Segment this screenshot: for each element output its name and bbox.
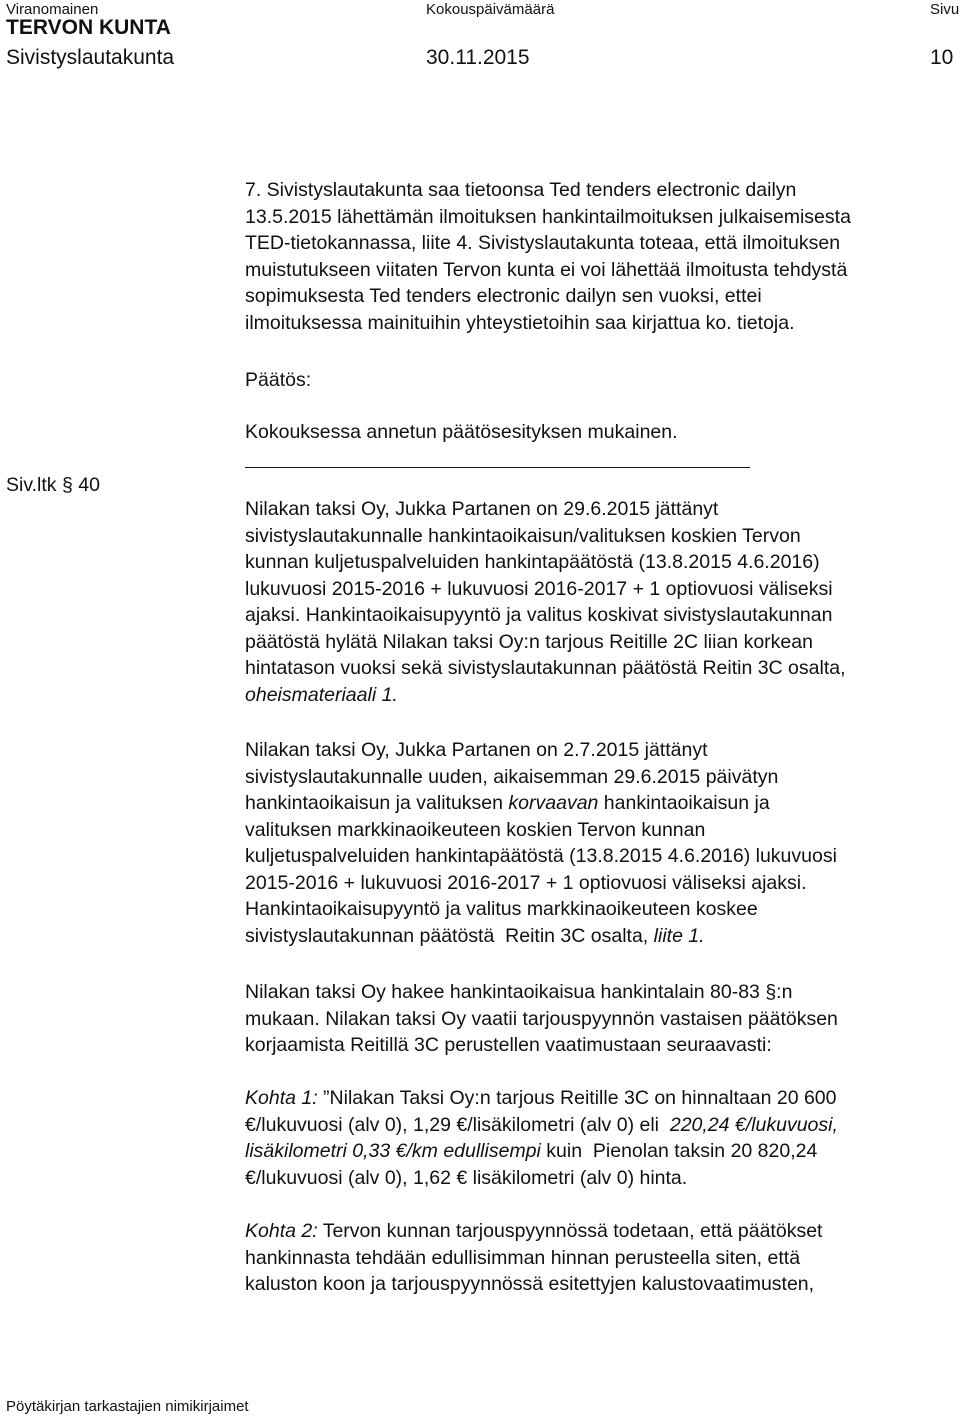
attachment-reference: oheismateriaali 1. — [245, 683, 398, 706]
text-line: 7. Sivistyslautakunta saa tietoonsa Ted tenders electronic dailyn — [245, 179, 797, 201]
header-label-page: Sivu — [930, 1, 960, 18]
text-segment: Tervon kunnan tarjouspyynnössä todetaan, että päätökset — [317, 1220, 823, 1242]
decision-label: Päätös: — [245, 369, 312, 391]
text-line — [245, 923, 837, 950]
appeal-paragraph-2 — [245, 737, 837, 949]
text-segment: hankintaoikaisun ja valituksen — [245, 792, 509, 814]
text-line — [245, 1138, 838, 1165]
text-segment: €/lukuvuosi (alv 0), 1,29 €/lisäkilometri (alv 0) eli — [245, 1113, 670, 1136]
emphasis-text: 220,24 €/lukuvuosi, — [669, 1113, 838, 1136]
section-ref-number: 40 — [78, 474, 100, 496]
point-1-paragraph — [245, 1085, 838, 1191]
point-2-paragraph — [245, 1218, 822, 1298]
text-segment: sivistyslautakunnan päätöstä Reitin 3C osalta, — [245, 924, 654, 947]
header-meeting-date: 30.11.2015 — [426, 46, 530, 69]
text-line — [245, 1085, 838, 1112]
text-line: Nilakan taksi Oy hakee hankintaoikaisua hankintalain 80-83 §:n — [245, 981, 793, 1003]
header-committee-name: Sivistyslautakunta — [6, 46, 175, 69]
header-page-number: 10 — [930, 46, 954, 69]
appeal-paragraph-1 — [245, 496, 846, 708]
text-line: hintatason vuoksi sekä sivistyslautakunnan päätöstä Reitin 3C osalta, — [245, 657, 846, 679]
header-org-name: TERVON KUNTA — [6, 16, 171, 39]
text-line: mukaan. Nilakan taksi Oy vaatii tarjouspyynnön vastaisen päätöksen — [245, 1007, 838, 1030]
decision-text: Kokouksessa annetun päätösesityksen mukainen. — [245, 421, 678, 443]
text-line: Nilakan taksi Oy, Jukka Partanen on 29.6.2015 jättänyt — [245, 498, 719, 520]
text-line: sivistyslautakunnalle hankintaoikaisun/valituksen koskien Tervon — [245, 524, 801, 547]
header-label-meeting-date: Kokouspäivämäärä — [426, 1, 555, 18]
text-segment: kuin Pienolan taksin 20 820,24 — [540, 1140, 818, 1162]
text-line: hankinnasta tehdään edullisimman hinnan perusteella siten, että — [245, 1246, 801, 1269]
section-divider — [245, 467, 750, 468]
section-ref-label: Siv.ltk — [6, 474, 57, 496]
text-line: €/lukuvuosi (alv 0), 1,62 € lisäkilometri (alv 0) hinta. — [245, 1166, 688, 1189]
emphasis-text: lisäkilometri 0,33 €/km edullisempi — [245, 1140, 541, 1162]
emphasis-text: korvaavan — [508, 792, 599, 814]
text-line: sivistyslautakunnalle uuden, aikaisemman 29.6.2015 päivätyn — [245, 765, 779, 788]
text-line: 2015-2016 + lukuvuosi 2016-2017 + 1 optiovuosi väliseksi ajaksi. — [245, 871, 807, 894]
point-label: Kohta 2: — [245, 1220, 318, 1242]
text-line: TED-tietokannassa, liite 4. Sivistyslautakunta toteaa, että ilmoituksen — [245, 232, 841, 254]
text-line: Hankintaoikaisupyyntö ja valitus markkinaoikeuteen koskee — [245, 898, 758, 920]
header-label-authority: Viranomainen — [6, 1, 99, 18]
text-line: ajaksi. Hankintaoikaisupyyntö ja valitus koskivat sivistyslautakunnan — [245, 604, 833, 626]
text-line: sopimuksesta Ted tenders electronic dailyn sen vuoksi, ettei — [245, 285, 762, 307]
intro-paragraph — [245, 177, 851, 336]
attachment-reference: liite 1. — [653, 924, 705, 947]
text-line: muistutukseen viitaten Tervon kunta ei voi lähettää ilmoitusta tehdystä — [245, 258, 848, 281]
text-line: valituksen markkinaoikeuteen koskien Tervon kunnan — [245, 818, 706, 841]
text-line: lukuvuosi 2015-2016 + lukuvuosi 2016-2017 + 1 optiovuosi väliseksi — [245, 577, 833, 600]
claim-paragraph — [245, 979, 838, 1059]
text-line: Nilakan taksi Oy, Jukka Partanen on 2.7.2015 jättänyt — [245, 739, 708, 761]
text-segment: ”Nilakan Taksi Oy:n tarjous Reitille 3C on hinnaltaan 20 600 — [317, 1087, 837, 1109]
text-line — [245, 1112, 838, 1139]
text-line — [245, 1218, 822, 1245]
text-line: päätöstä hylätä Nilakan taksi Oy:n tarjous Reitille 2C liian korkean — [245, 630, 813, 653]
footer-initials-label: Pöytäkirjan tarkastajien nimikirjaimet — [6, 1398, 249, 1415]
text-line: kunnan kuljetuspalveluiden hankintapäätöstä (13.8.2015 4.6.2016) — [245, 551, 820, 573]
text-line — [245, 790, 837, 817]
text-line: kaluston koon ja tarjouspyynnössä esitettyjen kalustovaatimusten, — [245, 1273, 815, 1295]
text-line: ilmoituksessa mainituihin yhteystietoihin saa kirjattua ko. tietoja. — [245, 311, 795, 334]
point-label: Kohta 1: — [245, 1087, 318, 1109]
section-symbol: § — [61, 474, 73, 496]
text-line: 13.5.2015 lähettämän ilmoituksen hankintailmoituksen julkaisemisesta — [245, 205, 851, 228]
text-line: kuljetuspalveluiden hankintapäätöstä (13.8.2015 4.6.2016) lukuvuosi — [245, 845, 837, 867]
text-segment: hankintaoikaisun ja — [598, 792, 770, 814]
section-reference — [6, 472, 100, 499]
text-line: korjaamista Reitillä 3C perustellen vaatimustaan seuraavasti: — [245, 1034, 772, 1056]
